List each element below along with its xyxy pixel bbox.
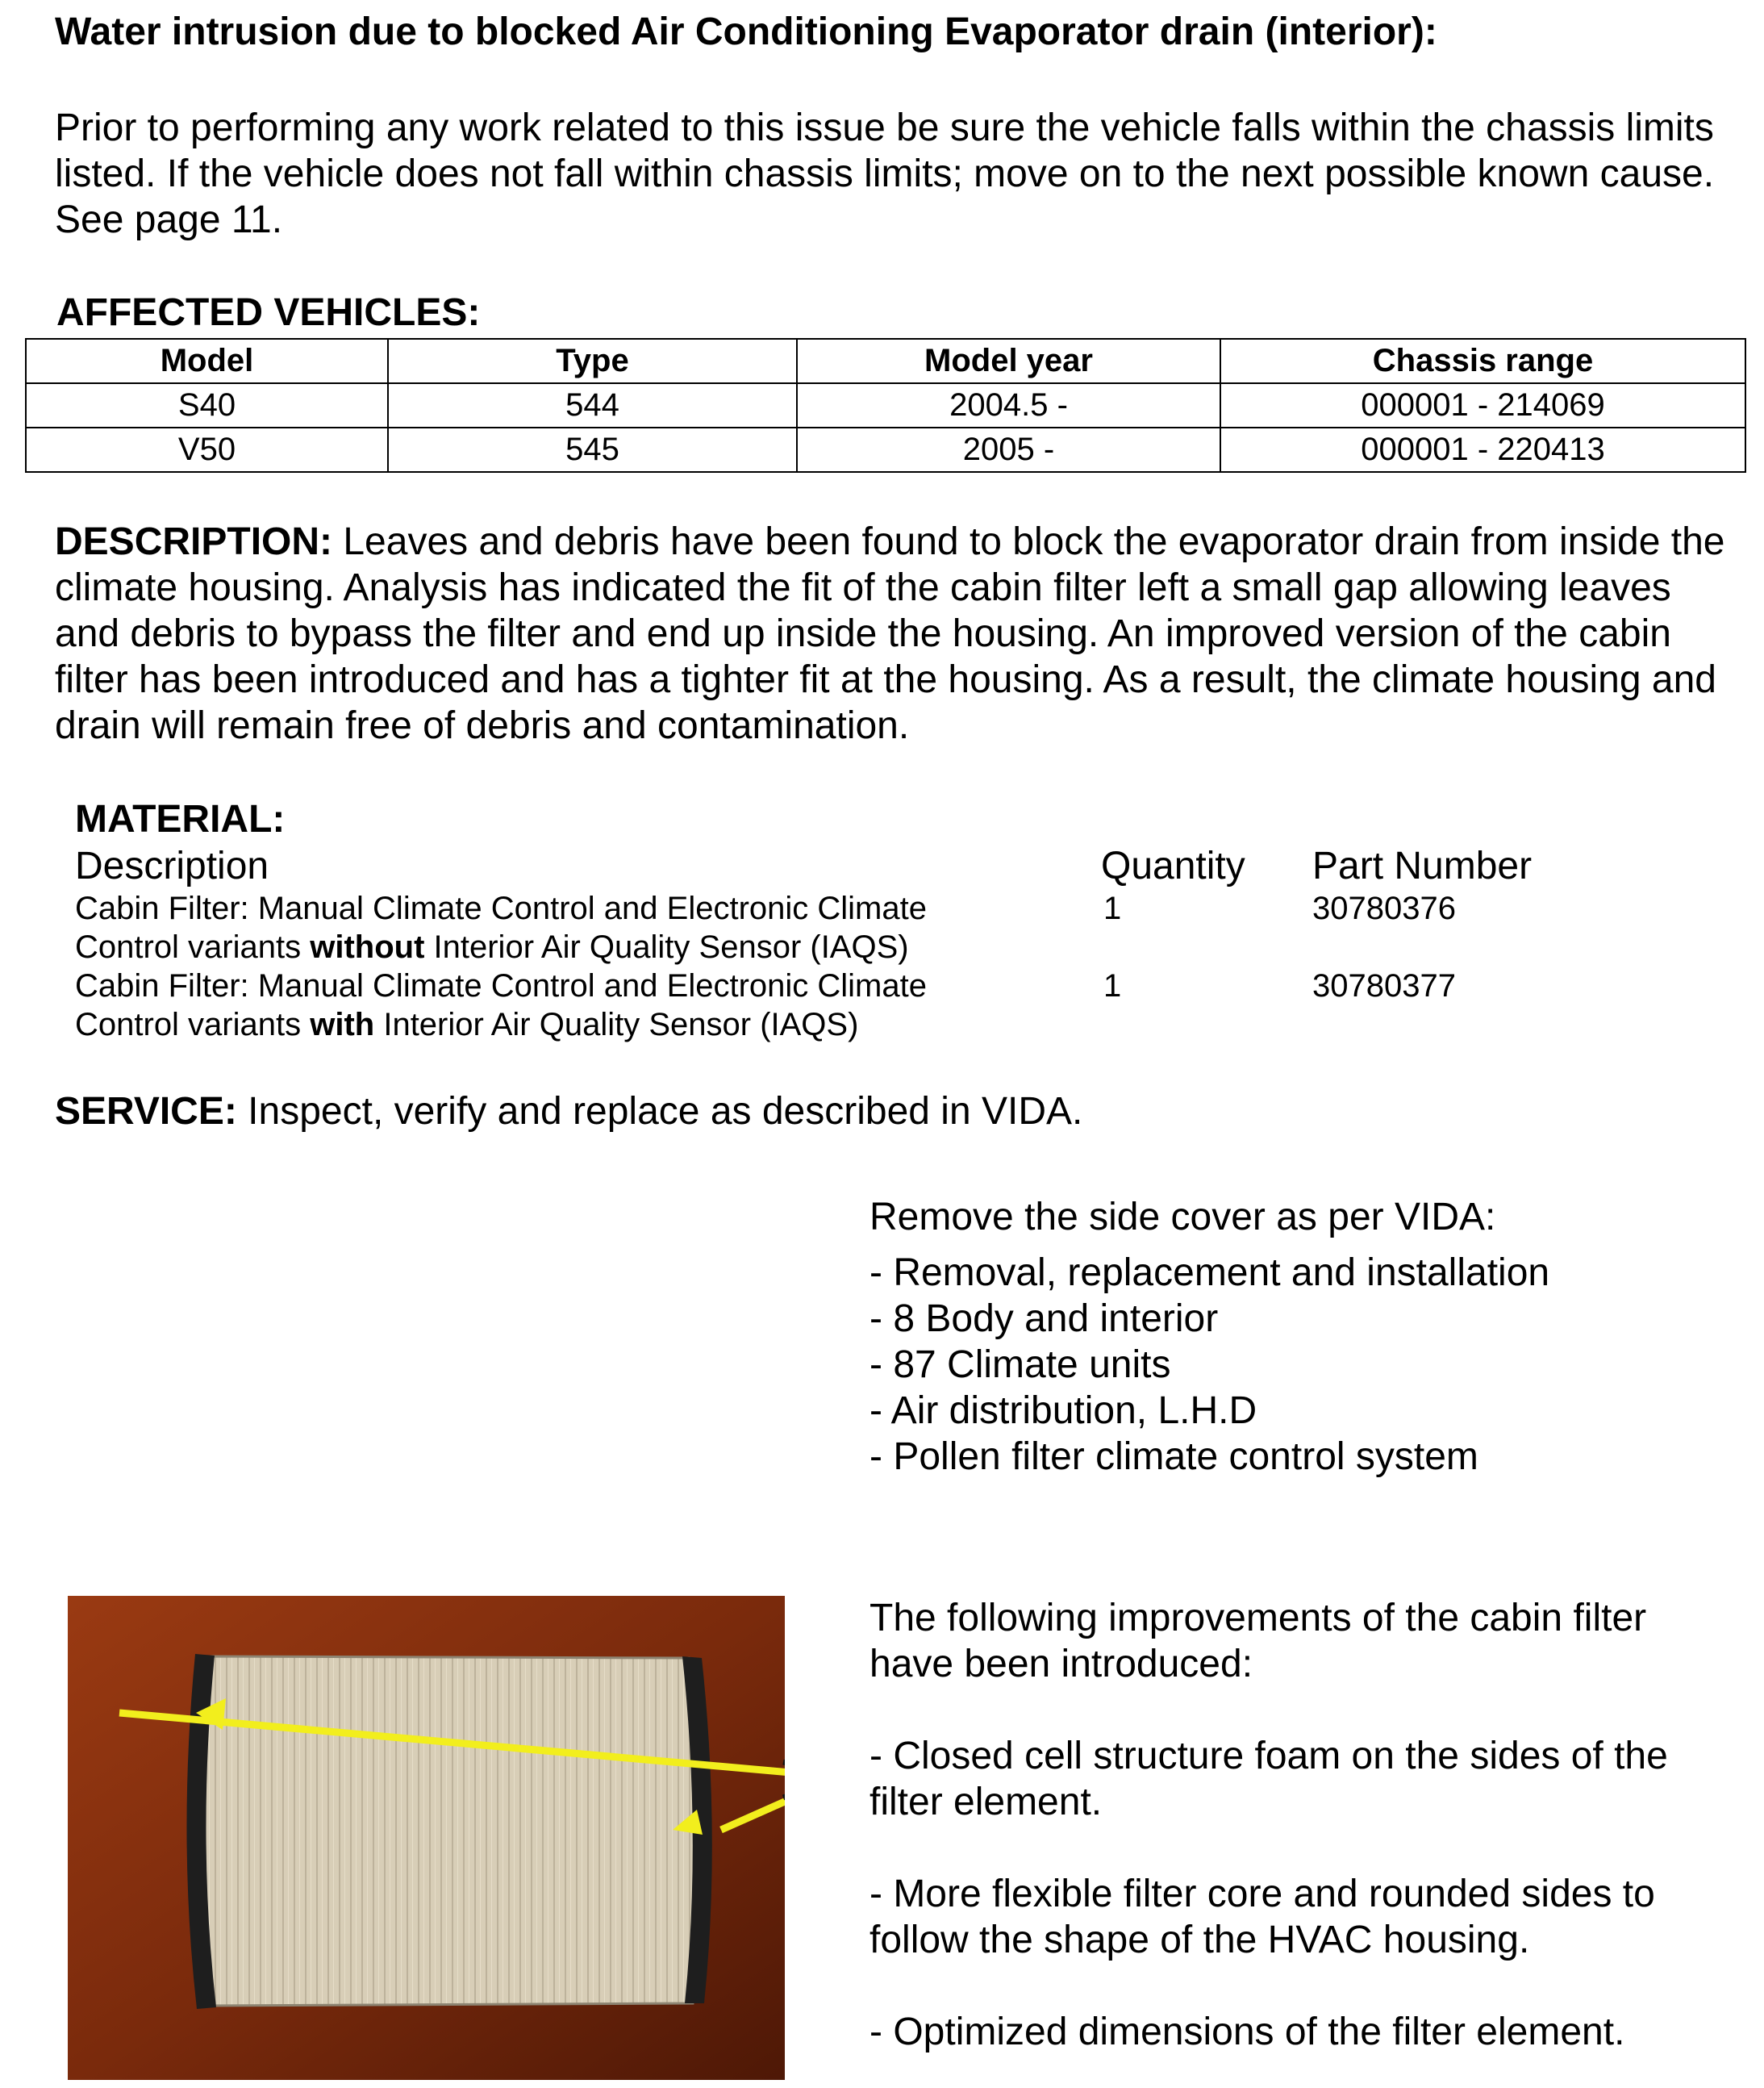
material-item-line: Cabin Filter: Manual Climate Control and Electronic Climate xyxy=(75,891,927,926)
material-item-text: Interior Air Quality Sensor (IAQS) xyxy=(374,1007,859,1042)
improvements-intro: The following improvements of the cabin filter have been introduced: xyxy=(869,1597,1647,1685)
table-cell: 000001 - 220413 xyxy=(1220,428,1745,472)
material-item-line xyxy=(75,928,927,967)
material-heading: MATERIAL: xyxy=(75,798,286,841)
list-item: - More flexible filter core and rounded sides to follow the shape of the HVAC housing. xyxy=(869,1873,1655,1961)
material-item-emphasis: without xyxy=(310,929,425,965)
list-item: - Removal, replacement and installation xyxy=(869,1251,1550,1294)
material-item-quantity: 1 xyxy=(1103,891,1122,926)
material-item-quantity: 1 xyxy=(1103,968,1122,1004)
column-header: Model year xyxy=(797,339,1220,383)
list-item: - Closed cell structure foam on the sides of the filter element. xyxy=(869,1735,1668,1823)
column-header: Model xyxy=(26,339,388,383)
table-header-row xyxy=(26,339,1745,383)
material-item-description xyxy=(75,967,927,1044)
intro-paragraph: Prior to performing any work related to this issue be sure the vehicle falls within the chassis limits listed. If the vehicle does not fall within chassis limits; move on to the next possible known cause. See page 11. xyxy=(55,106,1715,241)
table-cell: 2004.5 - xyxy=(797,383,1220,428)
affected-vehicles-heading: AFFECTED VEHICLES: xyxy=(56,291,481,334)
material-col-quantity: Quantity xyxy=(1101,845,1245,887)
removal-steps-intro: Remove the side cover as per VIDA: xyxy=(869,1196,1496,1238)
improvements-section xyxy=(869,1595,1741,2055)
list-item: - Pollen filter climate control system xyxy=(869,1435,1478,1478)
material-item-text: Control variants xyxy=(75,929,311,965)
description-paragraph xyxy=(55,519,1741,749)
column-header: Chassis range xyxy=(1220,339,1745,383)
material-item-emphasis: with xyxy=(310,1007,375,1042)
material-item-description xyxy=(75,889,927,967)
material-item-text: Control variants xyxy=(75,1007,311,1042)
table-cell: 2005 - xyxy=(797,428,1220,472)
page-title: Water intrusion due to blocked Air Conditioning Evaporator drain (interior): xyxy=(55,10,1437,53)
table-cell: S40 xyxy=(26,383,388,428)
service-paragraph xyxy=(55,1089,1082,1134)
column-header: Type xyxy=(388,339,797,383)
table-row xyxy=(26,383,1745,428)
list-item: - Optimized dimensions of the filter element. xyxy=(869,2011,1625,2053)
list-item: - 87 Climate units xyxy=(869,1343,1171,1386)
description-text: Leaves and debris have been found to block the evaporator drain from inside the climate housing. Analysis has indicated the fit of the cabin filter left a small gap allowing leaves and debris to bypass the filter and end up inside the housing. An improved version of the cabin filter has been introduced and has a tighter fit at the housing. As a result, the climate housing and drain will remain free of debris and contamination. xyxy=(55,520,1725,747)
material-item-part-number: 30780377 xyxy=(1312,968,1456,1004)
material-col-description: Description xyxy=(75,845,269,887)
table-cell: V50 xyxy=(26,428,388,472)
material-col-part-number: Part Number xyxy=(1312,845,1533,887)
material-item-line: Cabin Filter: Manual Climate Control and Electronic Climate xyxy=(75,968,927,1004)
list-item: - Air distribution, L.H.D xyxy=(869,1389,1257,1432)
table-cell: 000001 - 214069 xyxy=(1220,383,1745,428)
table-row xyxy=(26,428,1745,472)
service-text: Inspect, verify and replace as described in VIDA. xyxy=(236,1090,1083,1133)
table-cell: 544 xyxy=(388,383,797,428)
material-item-part-number: 30780376 xyxy=(1312,891,1456,926)
cabin-filter-image xyxy=(68,1596,785,2080)
removal-steps xyxy=(869,1194,1549,1480)
affected-vehicles-table xyxy=(25,338,1746,473)
description-label: DESCRIPTION: xyxy=(55,520,333,563)
table-cell: 545 xyxy=(388,428,797,472)
cabin-filter-photo xyxy=(68,1596,785,2080)
list-item: - 8 Body and interior xyxy=(869,1297,1219,1340)
material-item-line xyxy=(75,1005,927,1044)
service-label: SERVICE: xyxy=(55,1090,237,1133)
material-item-text: Interior Air Quality Sensor (IAQS) xyxy=(424,929,909,965)
